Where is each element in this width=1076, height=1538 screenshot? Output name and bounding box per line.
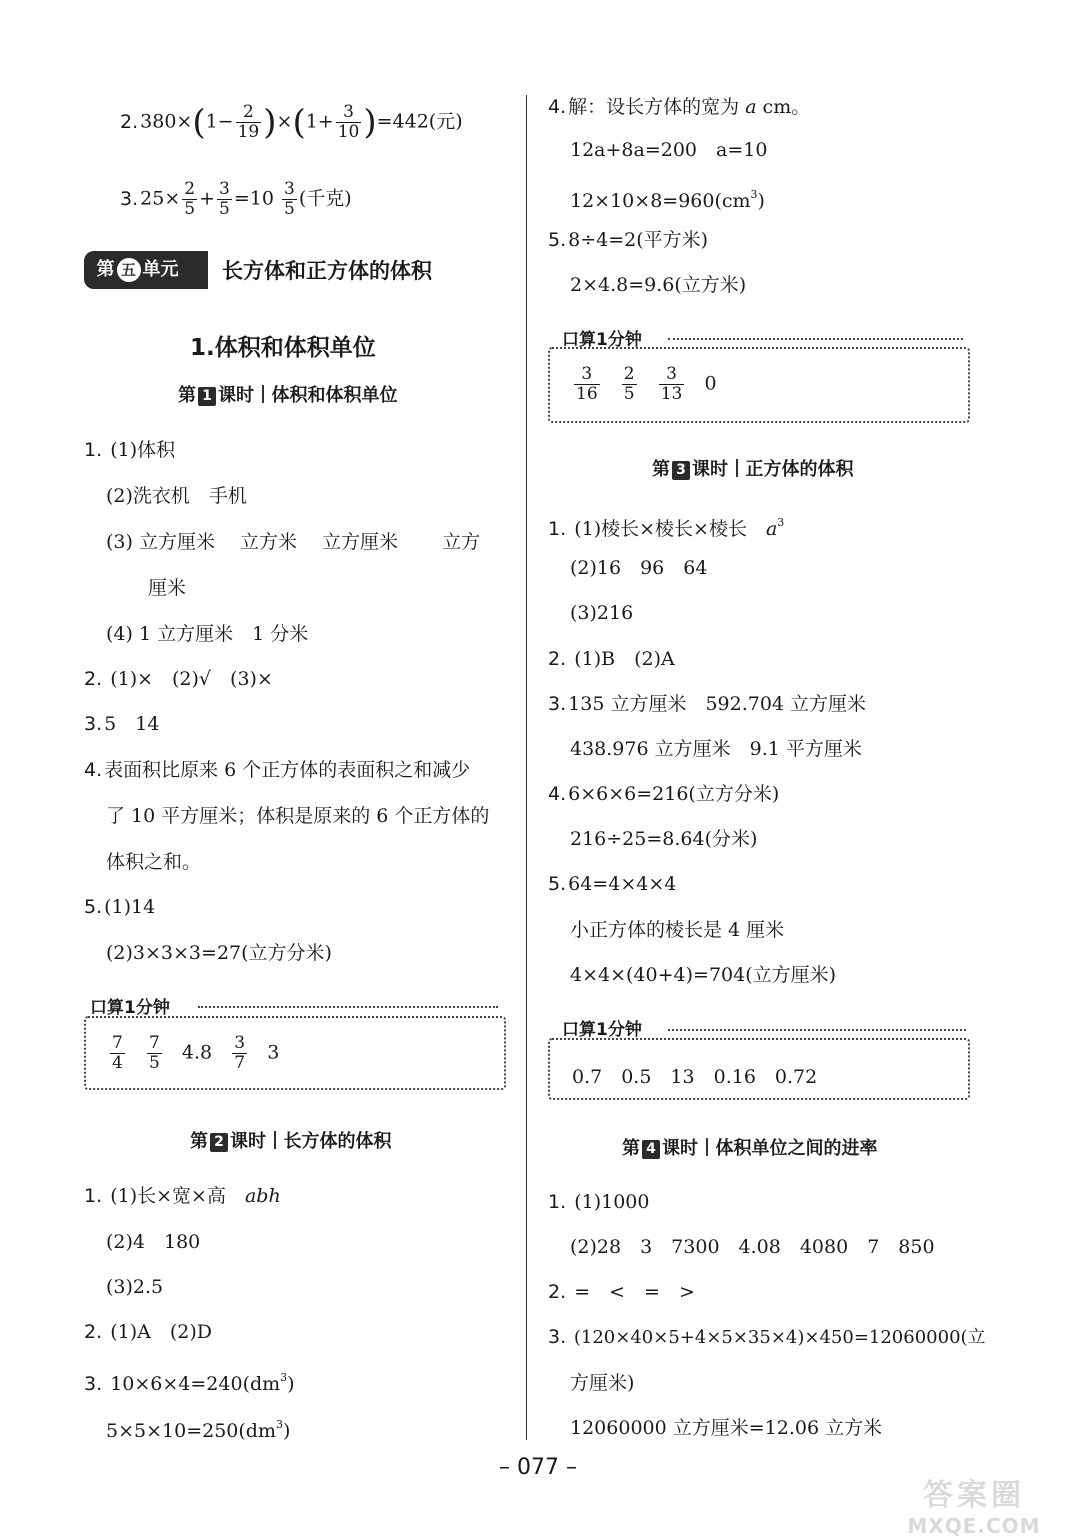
oral-calc-box bbox=[548, 1038, 970, 1100]
answer-line: 1. (1)长×宽×高 abh bbox=[84, 1185, 281, 1207]
answer-line: 小正方体的棱长是 4 厘米 bbox=[570, 919, 785, 941]
oral-calc-label: 口算1分钟 bbox=[562, 330, 642, 350]
answer-line: $5\times 5\times 10=250(dm^3)$ bbox=[106, 1418, 291, 1442]
answer-3-fraction-expression: 3. 25× $\frac{2}{5}$ + $\frac{3}{5}$ =10 $\frac{3}{5}$ (千克) bbox=[120, 179, 352, 219]
oral-calc-box bbox=[84, 1016, 506, 1090]
answer-line: 216÷25=8.64(分米) bbox=[570, 828, 758, 850]
answer-line: (4) 1 立方厘米 1 分米 bbox=[106, 623, 309, 645]
answer-line: 5. (1)14 bbox=[84, 896, 156, 918]
section-title: 1.体积和体积单位 bbox=[190, 335, 376, 361]
unit-number-badge: 五 bbox=[117, 258, 141, 282]
answer-line: 3. 135 立方厘米 592.704 立方厘米 bbox=[548, 693, 867, 715]
oral-calc-label: 口算1分钟 bbox=[90, 998, 170, 1018]
answer-line: 3. $10\times 6\times 4=240(dm^3)$ bbox=[84, 1371, 295, 1395]
answer-line: (3) 立方厘米 立方米 立方厘米 立方 bbox=[106, 531, 481, 553]
answer-line: 1. (1)体积 bbox=[84, 439, 176, 461]
answer-line: (3)216 bbox=[570, 602, 634, 624]
answer-line: (2)16 96 64 bbox=[570, 557, 708, 579]
answer-line: 3. (120×40×5+4×5×35×4)×450=12060000(立 bbox=[548, 1326, 986, 1348]
page-number: – 077 – bbox=[499, 1455, 577, 1480]
dotted-rule bbox=[198, 1006, 498, 1008]
watermark-text: 答案圈 bbox=[923, 1478, 1025, 1513]
answer-line: 了 10 平方厘米；体积是原来的 6 个正方体的 bbox=[106, 805, 490, 827]
answer-line: 5. 64=4×4×4 bbox=[548, 873, 677, 895]
watermark-logo bbox=[894, 1470, 1054, 1538]
column-divider bbox=[526, 95, 527, 1440]
unit-title: 长方体和正方体的体积 bbox=[222, 259, 432, 283]
answer-line: 12a+8a=200 a=10 bbox=[570, 139, 768, 161]
answer-line: (2)4 180 bbox=[106, 1231, 201, 1253]
answer-line: 438.976 立方厘米 9.1 平方厘米 bbox=[570, 738, 862, 760]
answer-line: 5. 8÷4=2(平方米) bbox=[548, 229, 709, 251]
answer-line: 4. 表面积比原来 6 个正方体的表面积之和减少 bbox=[84, 759, 471, 781]
answer-line: 方厘米) bbox=[570, 1372, 635, 1394]
answer-line: $12\times 10\times 8=960(cm^3)$ bbox=[570, 188, 765, 212]
answer-line: 12060000 立方厘米=12.06 立方米 bbox=[570, 1417, 883, 1439]
answer-line: 厘米 bbox=[148, 577, 187, 599]
dotted-rule bbox=[668, 1029, 966, 1031]
answer-line: (2)洗衣机 手机 bbox=[106, 485, 247, 507]
answer-line: 2. (1)B (2)A bbox=[548, 648, 675, 670]
oral-calc-label: 口算1分钟 bbox=[562, 1020, 642, 1040]
lesson-4-heading: 第 4 课时 体积单位之间的进率 bbox=[622, 1138, 878, 1159]
answer-line: (2)28 3 7300 4.08 4080 7 850 bbox=[570, 1236, 935, 1258]
answer-line: 2. (1)× (2)√ (3)× bbox=[84, 668, 273, 690]
answer-line: 4×4×(40+4)=704(立方厘米) bbox=[570, 964, 837, 986]
answer-line: (2)3×3×3=27(立方分米) bbox=[106, 942, 332, 964]
lesson-1-heading: 第 1 课时 体积和体积单位 bbox=[178, 385, 398, 406]
oral-calc-answers: 0.7 0.5 13 0.16 0.72 bbox=[572, 1066, 818, 1088]
unit-tag: 第 五 单元 bbox=[84, 251, 208, 289]
lesson-2-heading: 第 2 课时 长方体的体积 bbox=[190, 1131, 392, 1152]
answer-line: 4. 6×6×6=216(立方分米) bbox=[548, 783, 780, 805]
answer-line: 4. 解：设长方体的宽为 a cm。 bbox=[548, 96, 811, 118]
answer-line: 2. (1)A (2)D bbox=[84, 1321, 212, 1343]
oral-calc-answers: $\frac{3}{16}$ $\frac{2}{5}$ $\frac{3}{13}$ 0 bbox=[576, 364, 717, 404]
watermark-url: MXQE.COM bbox=[907, 1514, 1041, 1538]
answer-line: 1. (1)1000 bbox=[548, 1191, 650, 1213]
answer-line: 体积之和。 bbox=[106, 851, 202, 873]
oral-calc-answers: $\frac{7}{4}$ $\frac{7}{5}$ 4.8 $\frac{3}{7}$ 3 bbox=[112, 1033, 280, 1073]
answer-line: 1. (1)棱长×棱长×棱长 $a^3$ bbox=[548, 516, 785, 540]
answer-line: (3)2.5 bbox=[106, 1276, 164, 1298]
answer-line: 3. 5 14 bbox=[84, 713, 160, 735]
answer-line: 2×4.8=9.6(立方米) bbox=[570, 274, 747, 296]
answer-2-fraction-expression: 2. 380×(1− $\frac{2}{19}$ )×(1+ $\frac{3}{10}$ )=442(元) bbox=[120, 102, 463, 143]
lesson-3-heading: 第 3 课时 正方体的体积 bbox=[652, 459, 854, 480]
answer-line: 2. = < = > bbox=[548, 1281, 695, 1303]
oral-calc-box bbox=[548, 347, 970, 423]
dotted-rule bbox=[668, 338, 963, 340]
